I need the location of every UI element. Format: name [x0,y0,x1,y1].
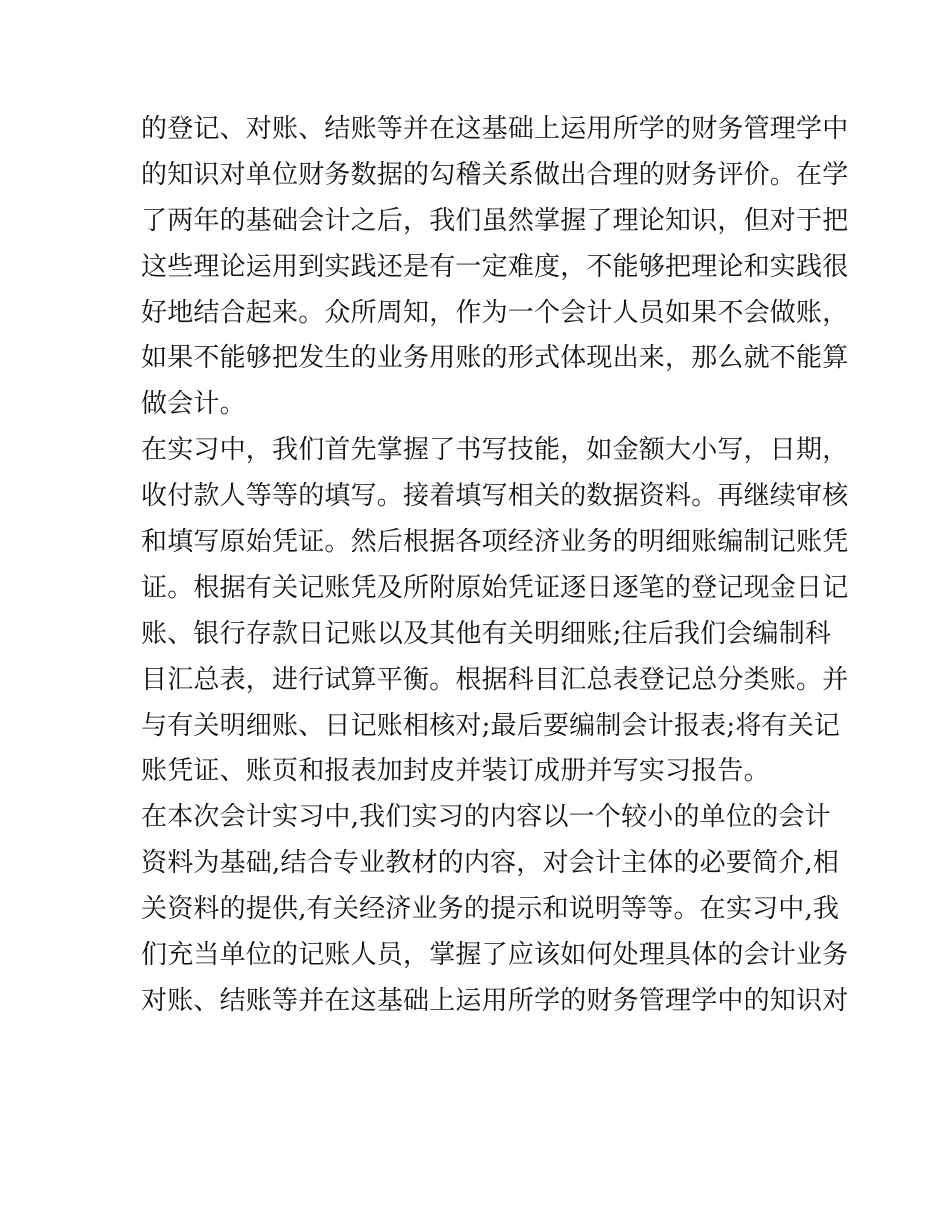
text-line: 目汇总表，进行试算平衡。根据科目汇总表登记总分类账。并 [141,664,849,695]
text-line: 这些理论运用到实践还是有一定难度，不能够把理论和实践很 [141,251,849,282]
text-line: 对账、结账等并在这基础上运用所学的财务管理学中的知识对 [141,985,849,1016]
text-line: 证。根据有关记账凭及所附原始凭证逐日逐笔的登记现金日记 [141,572,849,603]
text-line: 关资料的提供,有关经济业务的提示和说明等等。在实习中,我 [141,894,840,925]
text-line: 和填写原始凭证。然后根据各项经济业务的明细账编制记账凭 [141,527,849,558]
text-line: 好地结合起来。众所周知，作为一个会计人员如果不会做账， [141,297,849,328]
text-line: 账凭证、账页和报表加封皮并装订成册并写实习报告。 [141,756,770,787]
body-text [141,107,849,1025]
text-line: 在本次会计实习中,我们实习的内容以一个较小的单位的会计 [141,802,831,833]
text-line: 做会计。 [141,389,246,420]
text-line: 的知识对单位财务数据的勾稽关系做出合理的财务评价。在学 [141,159,849,190]
text-line: 与有关明细账、日记账相核对;最后要编制会计报表;将有关记 [141,710,841,741]
text-line: 了两年的基础会计之后，我们虽然掌握了理论知识，但对于把 [141,205,849,236]
text-line: 们充当单位的记账人员，掌握了应该如何处理具体的会计业务 [141,940,849,971]
text-line: 资料为基础,结合专业教材的内容，对会计主体的必要简介,相 [141,848,840,879]
text-line: 收付款人等等的填写。接着填写相关的数据资料。再继续审核 [141,481,849,512]
text-line: 的登记、对账、结账等并在这基础上运用所学的财务管理学中 [141,114,849,144]
text-line: 账、银行存款日记账以及其他有关明细账;往后我们会编制科 [141,618,832,649]
text-line: 如果不能够把发生的业务用账的形式体现出来，那么就不能算 [141,343,849,374]
text-line: 在实习中，我们首先掌握了书写技能，如金额大小写，日期， [141,435,849,466]
